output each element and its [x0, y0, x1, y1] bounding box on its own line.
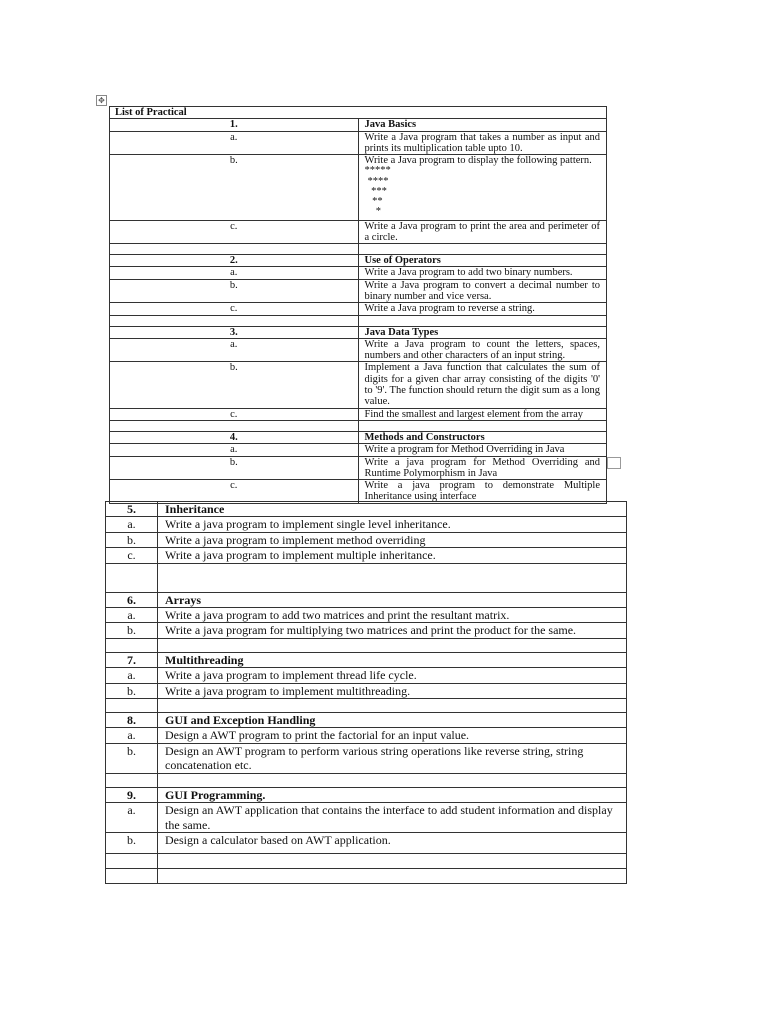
- item-cell: [358, 155, 607, 220]
- item-text: Design a calculator based on AWT application.: [158, 832, 627, 853]
- table-row: [110, 338, 607, 362]
- spacer-cell: [158, 853, 627, 868]
- spacer-cell: [358, 420, 607, 431]
- spacer-row: [106, 773, 627, 787]
- table-row: [106, 743, 627, 773]
- section-number: 8.: [106, 713, 158, 728]
- item-label: c.: [110, 408, 359, 420]
- item-text: Implement a Java function that calculates the sum of digits for a given char array consisting of the digits '0' to '9'. The function should return the digit sum as a long value.: [358, 362, 607, 408]
- section-header-row: [106, 713, 627, 728]
- spacer-cell: [106, 699, 158, 713]
- item-label: a.: [110, 267, 359, 279]
- table-row: [110, 279, 607, 303]
- item-text: Write a java program to implement multithreading.: [158, 683, 627, 698]
- item-text: Write a Java program to reverse a string.: [358, 303, 607, 315]
- spacer-cell: [158, 699, 627, 713]
- section-number: 4.: [110, 431, 359, 443]
- item-label: b.: [106, 683, 158, 698]
- table-row: [106, 683, 627, 698]
- pattern-line: *****: [364, 165, 391, 177]
- table-row: [106, 608, 627, 623]
- practical-list-table-2: [105, 501, 627, 884]
- section-number: 3.: [110, 326, 359, 338]
- table-row: [110, 220, 607, 244]
- section-number: 1.: [110, 119, 359, 131]
- table-row: [106, 548, 627, 563]
- table-row: [110, 456, 607, 480]
- pattern-line: *: [370, 206, 381, 218]
- item-label: b.: [110, 155, 359, 220]
- item-text: Write a java program for multiplying two matrices and print the product for the same.: [158, 623, 627, 638]
- spacer-cell: [106, 563, 158, 592]
- table-row: [110, 155, 607, 220]
- table-row: [106, 728, 627, 743]
- section-title: GUI Programming.: [158, 787, 627, 802]
- pattern-line: ***: [368, 185, 387, 197]
- section-number: 2.: [110, 255, 359, 267]
- item-label: a.: [110, 131, 359, 155]
- item-text: Design a AWT program to print the factorial for an input value.: [158, 728, 627, 743]
- item-label: b.: [110, 279, 359, 303]
- section-header-row: [106, 787, 627, 802]
- section-header-row: [110, 119, 607, 131]
- item-label: c.: [106, 548, 158, 563]
- table-row: [106, 832, 627, 853]
- item-label: a.: [106, 608, 158, 623]
- spacer-cell: [106, 868, 158, 883]
- item-label: b.: [106, 743, 158, 773]
- spacer-cell: [110, 244, 359, 255]
- table-heading: List of Practical: [110, 107, 607, 119]
- section-title: Arrays: [158, 592, 627, 607]
- pattern-line: **: [369, 196, 383, 208]
- item-text: Write a java program to implement method overriding: [158, 532, 627, 547]
- table-row: [106, 532, 627, 547]
- item-text: Design an AWT program to perform various string operations like reverse string, string concatenation etc.: [158, 743, 627, 773]
- spacer-cell: [110, 315, 359, 326]
- item-text: Write a java program to implement single level inheritance.: [158, 517, 627, 532]
- section-title: Multithreading: [158, 652, 627, 667]
- item-text: Find the smallest and largest element from the array: [358, 408, 607, 420]
- table-resize-handle[interactable]: [607, 457, 621, 469]
- item-text: Write a Java program to display the following pattern.: [364, 155, 592, 167]
- practical-list-table-1: [109, 106, 607, 504]
- spacer-row: [110, 244, 607, 255]
- section-title: Java Data Types: [358, 326, 607, 338]
- spacer-cell: [106, 853, 158, 868]
- table-row: [110, 267, 607, 279]
- table-row: [110, 303, 607, 315]
- spacer-cell: [158, 563, 627, 592]
- item-text: Write a java program for Method Overriding and Runtime Polymorphism in Java: [358, 456, 607, 480]
- item-label: a.: [110, 444, 359, 456]
- item-label: c.: [110, 220, 359, 244]
- item-label: a.: [106, 728, 158, 743]
- spacer-cell: [158, 868, 627, 883]
- section-number: 7.: [106, 652, 158, 667]
- table-row: [110, 362, 607, 408]
- item-text: Write a Java program to print the area and perimeter of a circle.: [358, 220, 607, 244]
- section-header-row: [110, 326, 607, 338]
- spacer-cell: [106, 773, 158, 787]
- item-text: Write a Java program to convert a decimal number to binary number and vice versa.: [358, 279, 607, 303]
- item-label: a.: [106, 668, 158, 683]
- spacer-cell: [358, 315, 607, 326]
- spacer-row: [106, 638, 627, 652]
- table-row: [110, 131, 607, 155]
- table-row: [110, 480, 607, 504]
- item-label: c.: [110, 480, 359, 504]
- item-label: b.: [110, 456, 359, 480]
- table-row: [110, 408, 607, 420]
- item-text: Write a java program to implement thread life cycle.: [158, 668, 627, 683]
- section-header-row: [106, 592, 627, 607]
- item-label: c.: [110, 303, 359, 315]
- item-label: a.: [110, 338, 359, 362]
- item-label: a.: [106, 803, 158, 833]
- table-row: [106, 517, 627, 532]
- section-number: 9.: [106, 787, 158, 802]
- spacer-cell: [106, 638, 158, 652]
- spacer-row: [106, 563, 627, 592]
- table-row: [106, 668, 627, 683]
- section-number: 6.: [106, 592, 158, 607]
- pattern-line: ****: [367, 175, 389, 187]
- item-text: Design an AWT application that contains the interface to add student information and display the same.: [158, 803, 627, 833]
- item-text: Write a Java program to count the letters, spaces, numbers and other characters of an input string.: [358, 338, 607, 362]
- item-text: Write a Java program that takes a number as input and prints its multiplication table upto 10.: [358, 131, 607, 155]
- section-title: GUI and Exception Handling: [158, 713, 627, 728]
- table-row: [106, 803, 627, 833]
- section-header-row: [110, 255, 607, 267]
- table-row: [110, 444, 607, 456]
- spacer-row: [110, 315, 607, 326]
- spacer-row: [106, 868, 627, 883]
- item-label: b.: [106, 623, 158, 638]
- item-label: b.: [110, 362, 359, 408]
- section-number: 5.: [106, 502, 158, 517]
- item-text: Write a program for Method Overriding in Java: [358, 444, 607, 456]
- section-header-row: [110, 431, 607, 443]
- table-move-handle-icon[interactable]: ✥: [96, 95, 107, 106]
- spacer-row: [110, 420, 607, 431]
- spacer-cell: [110, 420, 359, 431]
- section-title: Use of Operators: [358, 255, 607, 267]
- item-text: Write a java program to demonstrate Multiple Inheritance using interface: [358, 480, 607, 504]
- item-label: b.: [106, 832, 158, 853]
- item-text: Write a java program to implement multiple inheritance.: [158, 548, 627, 563]
- section-header-row: [106, 502, 627, 517]
- spacer-cell: [158, 773, 627, 787]
- spacer-row: [106, 853, 627, 868]
- section-title: Java Basics: [358, 119, 607, 131]
- section-header-row: [106, 652, 627, 667]
- item-label: b.: [106, 532, 158, 547]
- item-text: Write a java program to add two matrices and print the resultant matrix.: [158, 608, 627, 623]
- table-row: [106, 623, 627, 638]
- table-title-row: [110, 107, 607, 119]
- section-title: Inheritance: [158, 502, 627, 517]
- spacer-row: [106, 699, 627, 713]
- item-text: Write a Java program to add two binary numbers.: [358, 267, 607, 279]
- section-title: Methods and Constructors: [358, 431, 607, 443]
- spacer-cell: [158, 638, 627, 652]
- item-label: a.: [106, 517, 158, 532]
- spacer-cell: [358, 244, 607, 255]
